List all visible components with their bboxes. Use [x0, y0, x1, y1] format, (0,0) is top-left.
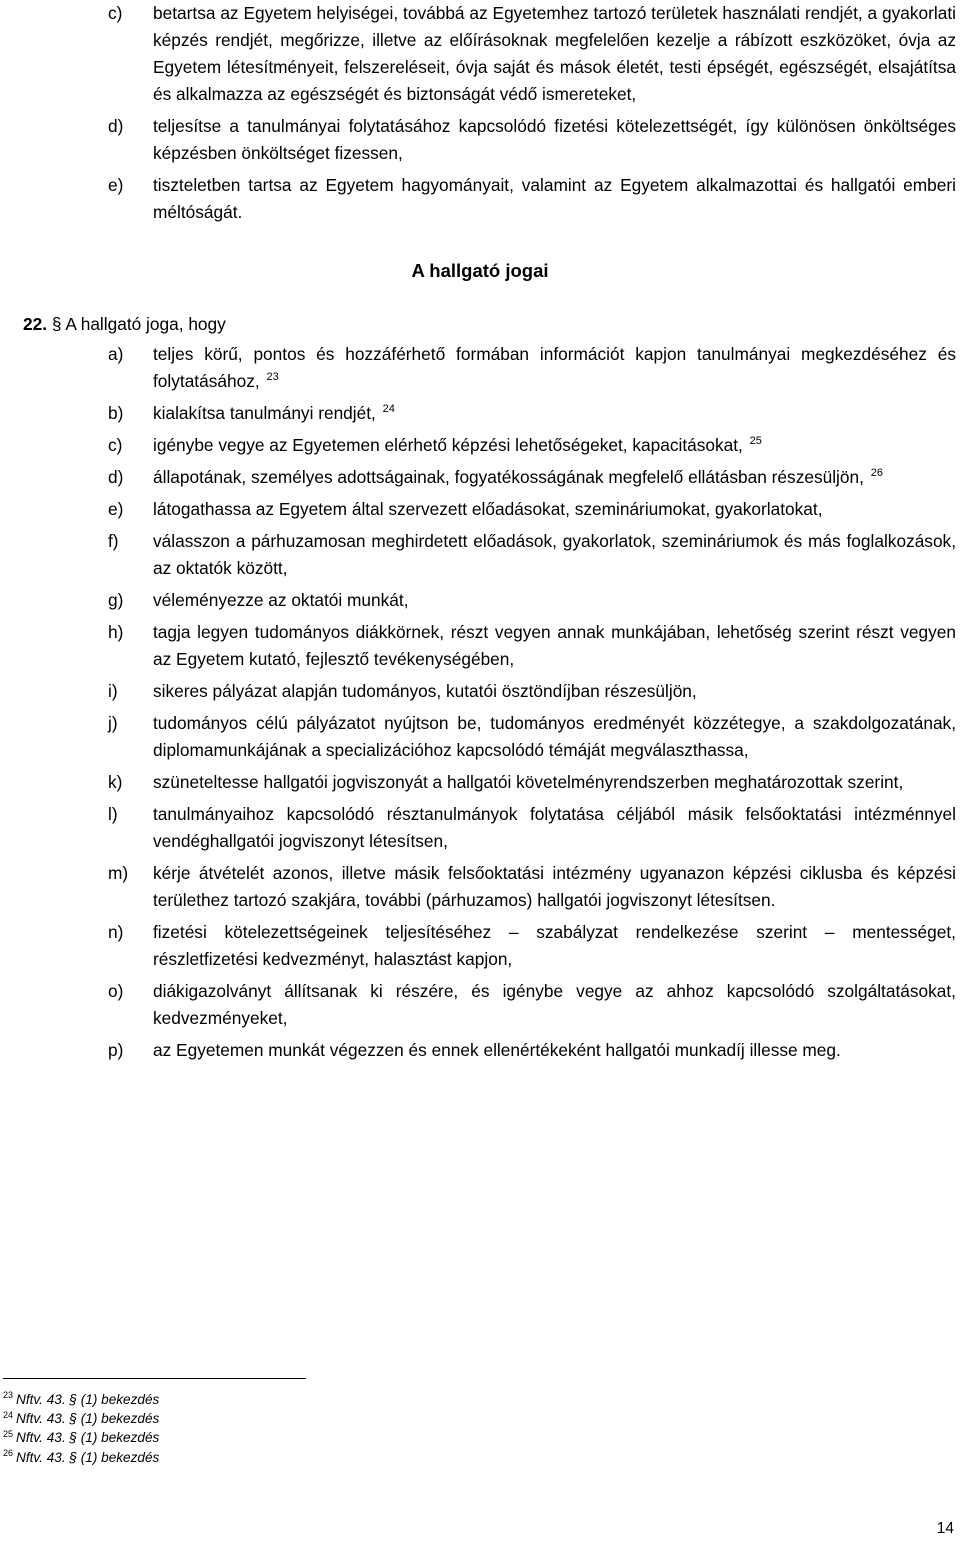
item-letter: m)	[108, 863, 129, 883]
item-letter: c)	[108, 3, 123, 23]
item-text	[153, 710, 956, 764]
item-text: teljesítse a tanulmányai folytatásához kapcsolódó fizetési kötelezettségét, így különösen önköltséges képzésben önköltséget fizessen,	[153, 116, 956, 163]
footnote-reference[interactable]: 26	[870, 467, 883, 480]
item-text	[153, 619, 956, 673]
footnote-text: Nftv. 43. § (1) bekezdés	[16, 1392, 160, 1407]
item-text-body: teljes körű, pontos és hozzáférhető formában információt kapjon tanulmányai megkezdéséhez és folytatásához,	[153, 344, 956, 391]
item-letter: g)	[108, 590, 124, 610]
footnote-item	[3, 1390, 603, 1409]
footnote-item	[3, 1409, 603, 1428]
footnote-number: 23	[3, 1390, 14, 1401]
footnotes	[3, 1390, 603, 1467]
item-text-body: látogathassa az Egyetem által szervezett előadásokat, szemináriumokat, gyakorlatokat,	[153, 499, 823, 519]
item-text-body: az Egyetemen munkát végezzen és ennek ellenértékeként hallgatói munkadíj illesse meg.	[153, 1040, 841, 1060]
section-heading-text: A hallgató jogai	[411, 260, 549, 281]
list-item	[108, 496, 956, 523]
section-heading	[0, 259, 960, 283]
item-letter: h)	[108, 622, 124, 642]
item-letter: d)	[108, 467, 124, 487]
item-text-body: fizetési kötelezettségeinek teljesítéséhez – szabályzat rendelkezése szerint – mentességet, részletfizetési kedvezményt, halasztást kapjon,	[153, 922, 956, 969]
item-letter: p)	[108, 1040, 124, 1060]
list-item	[108, 978, 956, 1032]
list-item	[108, 432, 956, 459]
list-item	[108, 919, 956, 973]
footnote-text: Nftv. 43. § (1) bekezdés	[16, 1449, 160, 1465]
item-letter: j)	[108, 713, 118, 733]
item-text-body: sikeres pályázat alapján tudományos, kutatói ösztöndíjban részesüljön,	[153, 681, 697, 701]
item-letter: i)	[108, 681, 118, 701]
list-item	[108, 801, 956, 855]
item-letter: a)	[108, 344, 124, 364]
item-text	[153, 341, 956, 395]
footnote-number: 25	[3, 1428, 14, 1439]
footnote-text: Nftv. 43. § (1) bekezdés	[16, 1430, 160, 1446]
list-item	[108, 400, 956, 427]
item-text	[153, 496, 956, 523]
footnote-item	[3, 1428, 603, 1447]
list-item	[108, 860, 956, 914]
obligations-list	[108, 0, 956, 231]
item-letter: f)	[108, 531, 119, 551]
item-letter: o)	[108, 981, 124, 1001]
footnote-text: Nftv. 43. § (1) bekezdés	[16, 1411, 160, 1427]
item-text-body: kérje átvételét azonos, illetve másik felsőoktatási intézmény ugyanazon képzési ciklusba és képzési területhez tartozó szakjára, további (párhuzamos) hallgatói jogviszonyt létesítsen.	[153, 863, 956, 910]
item-letter: l)	[108, 804, 118, 824]
item-text-body: igénybe vegye az Egyetemen elérhető képzési lehetőségeket, kapacitásokat,	[153, 435, 743, 455]
item-letter: k)	[108, 772, 123, 792]
item-letter: e)	[108, 499, 124, 519]
item-text	[153, 400, 956, 427]
item-text	[153, 919, 956, 973]
item-text-body: szüneteltesse hallgatói jogviszonyát a hallgatói követelményrendszerben meghatározottak szerint,	[153, 772, 904, 792]
item-text-body: válasszon a párhuzamosan meghirdetett előadások, gyakorlatok, szemináriumok és más foglalkozások, az oktatók között,	[153, 531, 956, 578]
item-text	[153, 1037, 956, 1064]
item-text	[153, 801, 956, 855]
footnote-item	[3, 1448, 603, 1467]
item-text-body: tanulmányaihoz kapcsolódó résztanulmányok folytatása céljából másik felsőoktatási intézménnyel vendéghallgatói jogviszonyt létesítsen,	[153, 804, 956, 851]
section-sign: §	[51, 314, 62, 334]
paragraph-number: 22.	[23, 314, 48, 334]
item-text	[153, 678, 956, 705]
list-item	[108, 678, 956, 705]
list-item	[108, 0, 956, 108]
footnote-reference[interactable]: 25	[749, 435, 762, 448]
footnote-separator	[3, 1378, 306, 1379]
item-text	[153, 769, 956, 796]
item-letter: d)	[108, 116, 124, 136]
item-letter: e)	[108, 175, 124, 195]
list-item	[108, 587, 956, 614]
list-item	[108, 341, 956, 395]
list-item	[108, 710, 956, 764]
item-text	[153, 528, 956, 582]
item-text-body: véleményezze az oktatói munkát,	[153, 590, 409, 610]
item-text-body: diákigazolványt állítsanak ki részére, és igénybe vegye az ahhoz kapcsolódó szolgáltatásokat, kedvezményeket,	[153, 981, 956, 1028]
item-text: betartsa az Egyetem helyiségei, továbbá az Egyetemhez tartozó területek használati rendjét, a gyakorlati képzés rendjét, megőrizze, illetve az előírásoknak megfelelően kezelje a rábízott eszközöket, óvja az Egyetem létesítményeit, felszereléseit, óvja saját és mások életét, testi épségét, egészségét, elsajátítsa és alkalmazza az egészségét és biztonságát védő ismereteket,	[153, 3, 956, 104]
item-text-body: tagja legyen tudományos diákkörnek, részt vegyen annak munkájában, lehetőség szerint részt vegyen az Egyetem kutató, fejlesztő tevékenységében,	[153, 622, 956, 669]
item-letter: c)	[108, 435, 123, 455]
item-text-body: kialakítsa tanulmányi rendjét,	[153, 403, 376, 423]
page-number: 14	[936, 1520, 954, 1537]
paragraph-intro	[23, 311, 953, 338]
paragraph-intro-text: A hallgató joga, hogy	[65, 314, 226, 334]
item-text	[153, 860, 956, 914]
list-item	[108, 113, 956, 167]
footnote-reference[interactable]: 23	[266, 371, 279, 384]
footnote-number: 24	[3, 1409, 14, 1420]
item-text: tiszteletben tartsa az Egyetem hagyományait, valamint az Egyetem alkalmazottai és hallgatói emberi méltóságát.	[153, 175, 956, 222]
item-text	[153, 464, 956, 491]
item-text-body: állapotának, személyes adottságainak, fogyatékosságának megfelelő ellátásban részesüljön,	[153, 467, 864, 487]
list-item	[108, 619, 956, 673]
item-text	[153, 432, 956, 459]
rights-list	[108, 341, 956, 1069]
list-item	[108, 1037, 956, 1064]
footnote-number: 26	[3, 1448, 14, 1459]
footnote-reference[interactable]: 24	[382, 403, 395, 416]
item-letter: b)	[108, 403, 124, 423]
item-letter: n)	[108, 922, 124, 942]
list-item	[108, 172, 956, 226]
list-item	[108, 528, 956, 582]
list-item	[108, 769, 956, 796]
list-item	[108, 464, 956, 491]
item-text-body: tudományos célú pályázatot nyújtson be, tudományos eredményét közzétegye, a szakdolgozatának, diplomamunkájának a specializációhoz kapcsolódó témáját megválaszthassa,	[153, 713, 956, 760]
item-text	[153, 587, 956, 614]
item-text	[153, 978, 956, 1032]
